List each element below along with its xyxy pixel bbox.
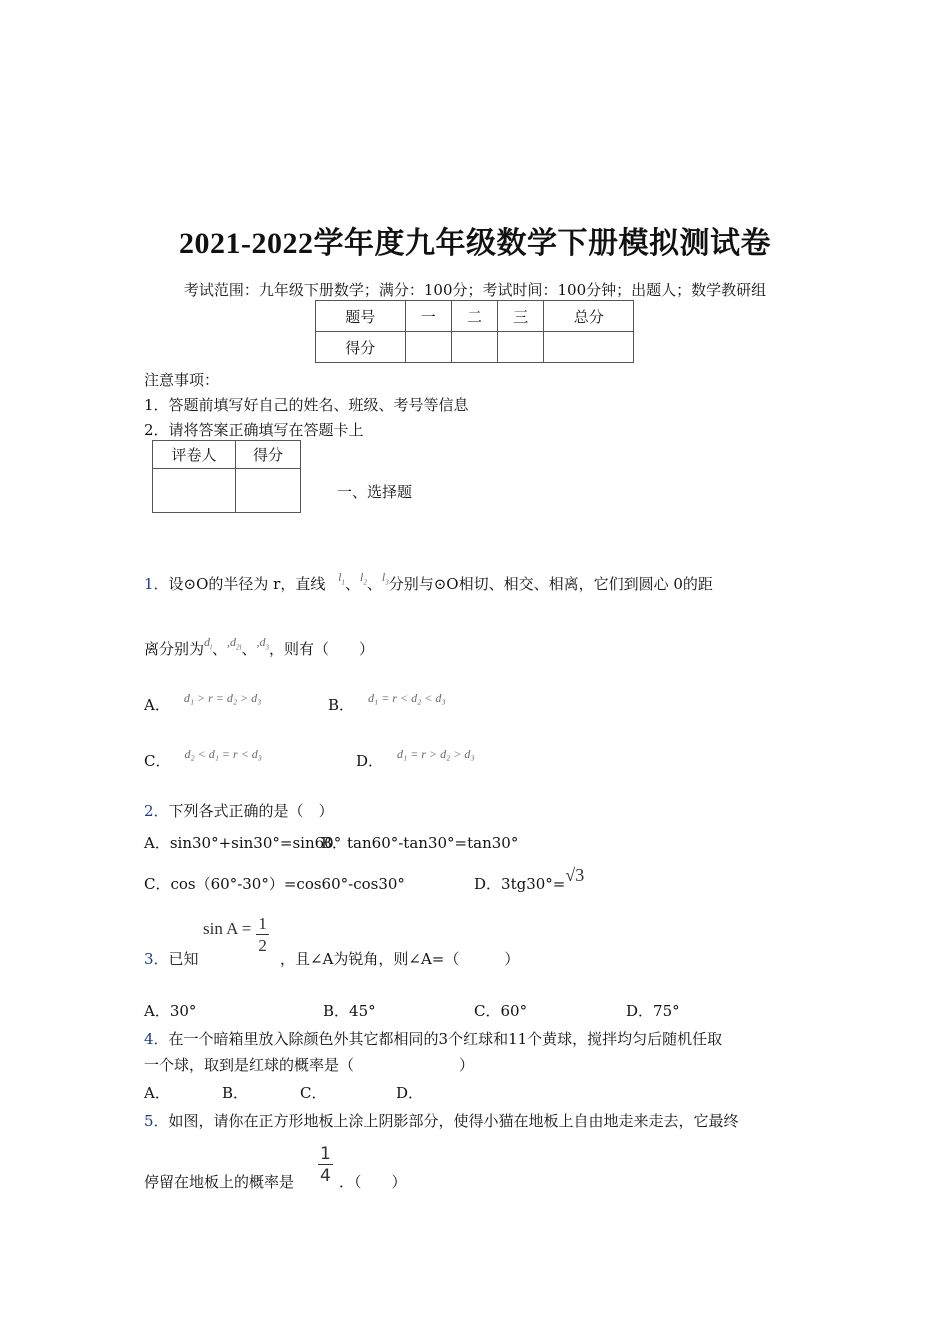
option-c[interactable]: C． bbox=[300, 1084, 327, 1102]
question-number: 1． bbox=[144, 575, 169, 593]
line-l1: l1 bbox=[338, 570, 345, 587]
option-b-expr: d₁ = r < d₂ < d₃ bbox=[368, 691, 446, 705]
option-a[interactable]: A． bbox=[144, 1084, 170, 1102]
score-table bbox=[315, 300, 634, 363]
option-b[interactable]: B．tan60°-tan30°=tan30° bbox=[321, 834, 519, 852]
question-5-tail: ．（ ） bbox=[339, 1173, 407, 1191]
fraction-one-quarter: $\frac{1}{4}$ bbox=[320, 1144, 331, 1186]
question-4-line2: 一个球，取到是红球的概率是（ ） bbox=[144, 1056, 475, 1074]
notes-heading: 注意事项： bbox=[144, 371, 220, 389]
question-5-line2: 停留在地板上的概率是 bbox=[144, 1173, 295, 1191]
question-text: 离分别为 bbox=[144, 640, 205, 658]
question-text: 设⊙O的半径为 r，直线 bbox=[168, 575, 326, 593]
question-text: 如图，请你在正方形地板上涂上阴影部分，使得小猫在地板上自由地走来走去，它最终 bbox=[168, 1112, 739, 1130]
question-text: 下列各式正确的是（ ） bbox=[168, 802, 334, 820]
score-cell[interactable] bbox=[451, 332, 497, 363]
score-row-label: 得分 bbox=[316, 332, 406, 363]
note-item: 1．答题前填写好自己的姓名、班级、考号等信息 bbox=[144, 396, 469, 414]
option-c[interactable]: C．60° bbox=[474, 1002, 528, 1020]
option-b[interactable]: B． $^{d_1 = r < d_2 < d_3}$ bbox=[328, 691, 446, 714]
grader-header: 评卷人 bbox=[153, 441, 236, 469]
question-1-line1 bbox=[144, 570, 713, 594]
question-number: 3． bbox=[144, 950, 169, 968]
question-5-line1 bbox=[144, 1110, 739, 1131]
question-1-line2: 离分别为$^{d_l}$、$^{,d_{2l}}$、$^{,d_3}$，则有（ ） bbox=[144, 635, 374, 658]
option-a[interactable]: A．30° bbox=[144, 1002, 197, 1020]
score-table-header: 总分 bbox=[544, 301, 634, 332]
question-number: 5． bbox=[144, 1112, 169, 1130]
option-d[interactable]: D． $^{d_1 = r > d_2 > d_3}$ bbox=[356, 747, 475, 770]
separator: 、 bbox=[344, 575, 360, 593]
distance-d1: dl bbox=[204, 635, 212, 652]
question-text: 在一个暗箱里放入除颜色外其它都相同的3个红球和11个黄球，搅拌均匀后随机任取 bbox=[168, 1030, 723, 1048]
option-d-expr: d₁ = r > d₂ > d₃ bbox=[397, 747, 475, 761]
score-cell[interactable] bbox=[236, 469, 301, 513]
grader-table bbox=[152, 440, 301, 513]
question-number: 4． bbox=[144, 1030, 169, 1048]
sin-a-formula: sin A = $\frac{1}{2}$ bbox=[203, 914, 267, 955]
question-2 bbox=[144, 800, 334, 821]
option-a-expr: d₁ > r = d₂ > d₃ bbox=[183, 691, 262, 705]
page-title: 2021-2022学年度九年级数学下册模拟测试卷 bbox=[179, 227, 771, 260]
option-a[interactable]: A． $^{d_1 > r = d_2 > d_3}$ bbox=[144, 691, 262, 714]
fraction-one-half: $\frac{1}{2}$ bbox=[258, 914, 267, 955]
question-4-line1 bbox=[144, 1028, 722, 1049]
score-cell[interactable] bbox=[544, 332, 634, 363]
question-3-text: ，且∠A为锐角，则∠A=（ ） bbox=[280, 950, 520, 968]
score-cell[interactable] bbox=[498, 332, 544, 363]
option-b[interactable]: B． bbox=[222, 1084, 249, 1102]
question-number: 2． bbox=[144, 802, 169, 820]
section-title: 一、选择题 bbox=[337, 483, 413, 501]
question-text: 已知 bbox=[168, 950, 199, 968]
option-d[interactable]: D． bbox=[396, 1084, 424, 1102]
question-text: 分别与⊙O相切、相交、相离，它们到圆心 0的距 bbox=[388, 575, 713, 593]
separator: 、 bbox=[366, 575, 382, 593]
line-l3: l3 bbox=[381, 570, 389, 587]
note-item: 2．请将答案正确填写在答题卡上 bbox=[144, 421, 364, 439]
option-a[interactable]: A．sin30°+sin30°=sin60° bbox=[144, 834, 342, 852]
distance-d2: ,d2l bbox=[226, 635, 242, 652]
score-table-header: 一 bbox=[405, 301, 451, 332]
line-l2: l2 bbox=[360, 570, 367, 587]
score-cell[interactable] bbox=[405, 332, 451, 363]
distance-d3: ,d3 bbox=[256, 635, 269, 652]
score-table-header: 三 bbox=[498, 301, 544, 332]
option-b[interactable]: B．45° bbox=[323, 1002, 376, 1020]
exam-info: 考试范围：九年级下册数学；满分：100分；考试时间：100分钟；出题人；数学教研组 bbox=[183, 281, 767, 299]
score-table-header: 二 bbox=[451, 301, 497, 332]
score-table-header: 题号 bbox=[316, 301, 406, 332]
grader-header: 得分 bbox=[236, 441, 301, 469]
grader-cell[interactable] bbox=[153, 469, 236, 513]
question-text: ，则有（ ） bbox=[268, 640, 374, 658]
option-c[interactable]: C． $^{d_2 < d_1 = r < d_3}$ bbox=[144, 747, 262, 770]
option-c-expr: d₂ < d₁ = r < d₃ bbox=[184, 747, 262, 761]
option-d[interactable]: D．75° bbox=[626, 1002, 680, 1020]
option-d[interactable]: D．3tg30°=√3 bbox=[474, 865, 585, 893]
question-3-prefix bbox=[144, 948, 199, 969]
sqrt-3: √3 bbox=[565, 865, 585, 885]
option-c[interactable]: C．cos（60°-30°）=cos60°-cos30° bbox=[144, 875, 405, 893]
